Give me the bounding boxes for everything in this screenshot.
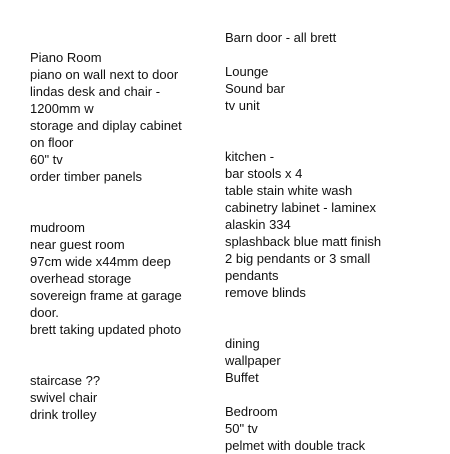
note-line: door.: [30, 305, 59, 320]
note-line: near guest room: [30, 237, 125, 252]
note-line: Sound bar: [225, 81, 285, 96]
note-line: swivel chair: [30, 390, 98, 405]
note-line: overhead storage: [30, 271, 132, 286]
note-line: Bedroom: [225, 404, 278, 419]
note-line: tv unit: [225, 98, 260, 113]
note-line: pelmet with double track: [225, 438, 366, 453]
note-line: dining: [225, 336, 260, 351]
note-line: on floor: [30, 135, 74, 150]
note-line: table stain white wash: [225, 183, 353, 198]
note-line: [225, 114, 435, 131]
note-line: brett taking updated photo: [30, 322, 182, 337]
note-line: 50" tv: [225, 421, 258, 436]
note-line: [225, 386, 435, 403]
note-line: staircase ??: [30, 373, 101, 388]
note-line: 97cm wide x44mm deep: [30, 254, 171, 269]
note-line: 1200mm w: [30, 101, 94, 116]
note-line: [30, 338, 240, 355]
note-line: bar stools x 4: [225, 166, 303, 181]
left-notes-column: [30, 15, 240, 423]
note-line: [225, 131, 435, 148]
note-line: Piano Room: [30, 50, 102, 65]
note-line: [30, 15, 240, 32]
note-line: cabinetry labinet - laminex: [225, 200, 377, 215]
note-line: order timber panels: [30, 169, 142, 184]
note-line: drink trolley: [30, 407, 97, 422]
note-line: 2 big pendants or 3 small: [225, 251, 371, 266]
note-line: sovereign frame at garage: [30, 288, 182, 303]
note-line: [30, 32, 240, 49]
note-line: alaskin 334: [225, 217, 291, 232]
note-line: [225, 301, 435, 318]
note-line: [30, 185, 240, 202]
note-line: piano on wall next to door: [30, 67, 179, 82]
note-line: [225, 46, 435, 63]
note-line: mudroom: [30, 220, 85, 235]
note-line: [30, 355, 240, 372]
note-line: lindas desk and chair -: [30, 84, 161, 99]
right-notes-column: [225, 12, 435, 454]
note-line: wallpaper: [225, 353, 281, 368]
note-line: Buffet: [225, 370, 259, 385]
note-line: Lounge: [225, 64, 269, 79]
note-line: pendants: [225, 268, 279, 283]
note-line: [225, 318, 435, 335]
note-line: remove blinds: [225, 285, 306, 300]
note-line: [30, 202, 240, 219]
note-line: [225, 12, 435, 29]
note-line: 60" tv: [30, 152, 63, 167]
note-line: Barn door - all brett: [225, 30, 337, 45]
note-line: kitchen -: [225, 149, 275, 164]
note-line: splashback blue matt finish: [225, 234, 382, 249]
note-line: storage and diplay cabinet: [30, 118, 182, 133]
